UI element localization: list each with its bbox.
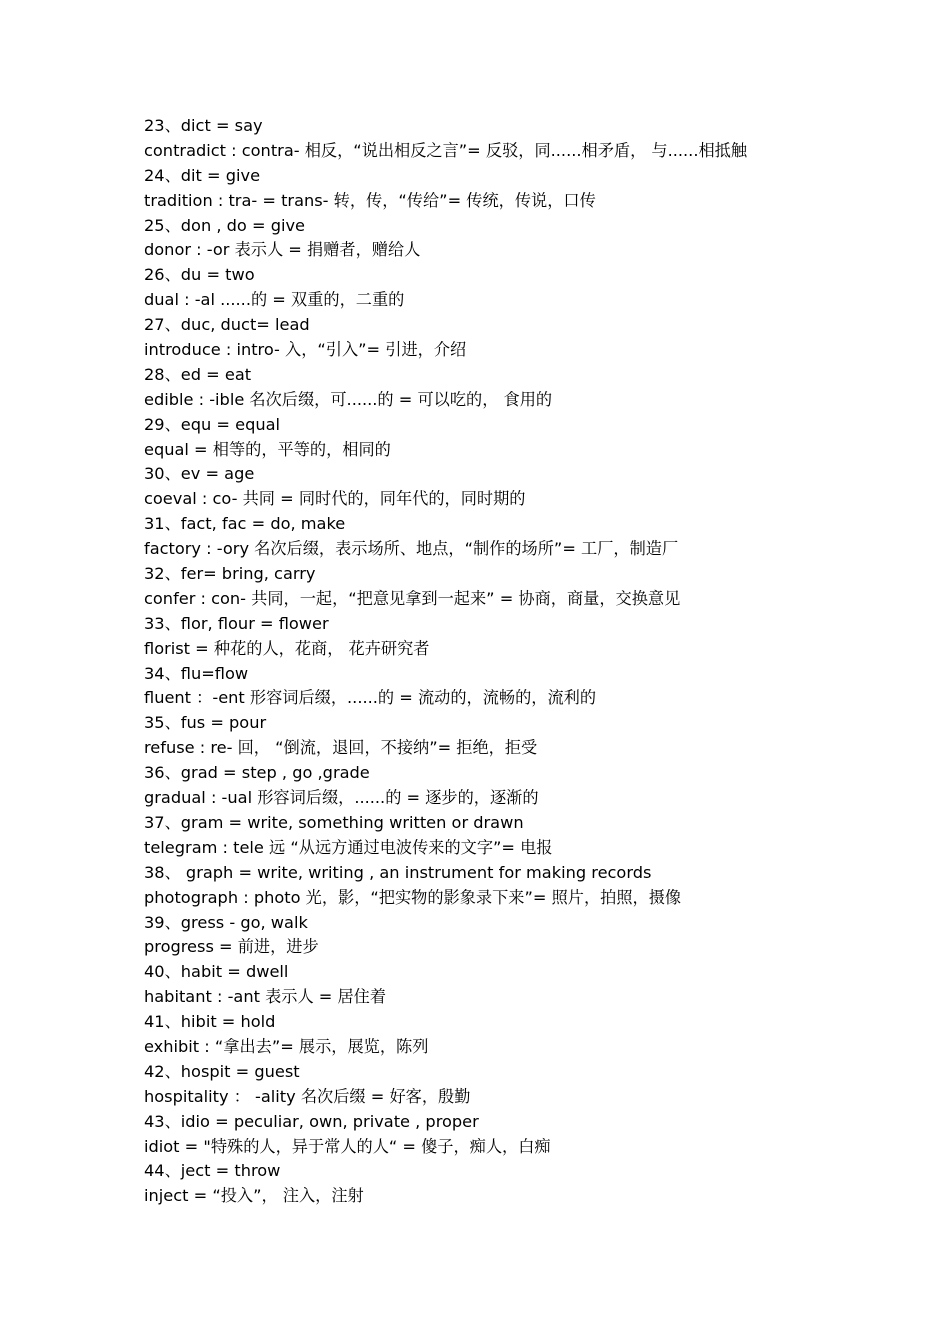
example-line-41: exhibit : “拿出去”= 展示，展览，陈列 xyxy=(144,1036,429,1056)
example-line-29: equal = 相等的，平等的，相同的 xyxy=(144,439,391,459)
root-heading-30: 30、ev = age xyxy=(144,464,255,484)
example-line-30: coeval : co- 共同 = 同时代的，同年代的，同时期的 xyxy=(144,489,526,509)
root-heading-42: 42、hospit = guest xyxy=(144,1061,300,1081)
root-heading-43: 43、idio = peculiar, own, private , proper xyxy=(144,1111,479,1131)
example-line-38: photograph : photo 光，影，“把实物的影象录下来”= 照片，拍照，摄像 xyxy=(144,887,682,907)
root-heading-27: 27、duc, duct= lead xyxy=(144,315,310,335)
example-line-28: edible : -ible 名次后缀，可......的 = 可以吃的， 食用的 xyxy=(144,389,553,409)
root-heading-44: 44、ject = throw xyxy=(144,1161,281,1181)
example-line-24: tradition : tra- = trans- 转，传，“传给”= 传统，传说，口传 xyxy=(144,190,596,210)
root-heading-33: 33、flor, flour = flower xyxy=(144,613,329,633)
root-heading-28: 28、ed = eat xyxy=(144,364,252,384)
example-line-33: florist = 种花的人，花商， 花卉研究者 xyxy=(144,638,430,658)
root-heading-38: 38、 graph = write, writing , an instrument for making records xyxy=(144,862,652,882)
root-heading-23: 23、dict = say xyxy=(144,116,263,135)
example-line-37: telegram : tele 远 “从远方通过电波传来的文字”= 电报 xyxy=(144,837,553,857)
example-line-31: factory : -ory 名次后缀，表示场所、地点，“制作的场所”= 工厂，制造厂 xyxy=(144,539,679,559)
root-heading-24: 24、dit = give xyxy=(144,165,261,185)
example-line-32: confer : con- 共同，一起，“把意见拿到一起来” = 协商，商量，交换意见 xyxy=(144,588,681,608)
root-heading-31: 31、fact, fac = do, make xyxy=(144,514,346,534)
vocabulary-list xyxy=(144,114,904,1209)
example-line-27: introduce : intro- 入，“引入”= 引进，介绍 xyxy=(144,340,467,360)
example-line-25: donor : -or 表示人 = 捐赠者，赠给人 xyxy=(144,240,421,260)
root-heading-35: 35、fus = pour xyxy=(144,713,267,733)
root-heading-25: 25、don , do = give xyxy=(144,215,306,235)
example-line-35: refuse : re- 回， “倒流，退回，不接纳”= 拒绝，拒受 xyxy=(144,738,538,758)
root-heading-40: 40、habit = dwell xyxy=(144,962,289,982)
example-line-44: inject = “投入”， 注入，注射 xyxy=(144,1186,364,1206)
root-heading-41: 41、hibit = hold xyxy=(144,1012,276,1032)
example-line-39: progress = 前进，进步 xyxy=(144,937,319,957)
example-line-40: habitant : -ant 表示人 = 居住着 xyxy=(144,987,387,1007)
example-line-36: gradual : -ual 形容词后缀，......的 = 逐步的，逐渐的 xyxy=(144,788,539,808)
example-line-26: dual : -al ......的 = 双重的，二重的 xyxy=(144,290,405,310)
root-heading-29: 29、equ = equal xyxy=(144,414,281,434)
example-line-43: idiot = "特殊的人，异于常人的人“ = 傻子，痴人，白痴 xyxy=(144,1136,551,1156)
root-heading-36: 36、grad = step , go ,grade xyxy=(144,763,370,783)
root-heading-37: 37、gram = write, something written or drawn xyxy=(144,812,524,832)
root-heading-26: 26、du = two xyxy=(144,265,255,285)
root-heading-32: 32、fer= bring, carry xyxy=(144,564,316,584)
root-heading-39: 39、gress - go, walk xyxy=(144,912,308,932)
example-line-42: hospitality ： -ality 名次后缀 = 好客，殷勤 xyxy=(144,1086,471,1106)
root-heading-34: 34、flu=flow xyxy=(144,663,249,683)
example-line-34: fluent ：-ent 形容词后缀，......的 = 流动的，流畅的，流利的 xyxy=(144,688,597,708)
example-line-23: contradict : contra- 相反，“说出相反之言”= 反驳，同......相矛盾， 与......相抵触 xyxy=(144,140,748,160)
